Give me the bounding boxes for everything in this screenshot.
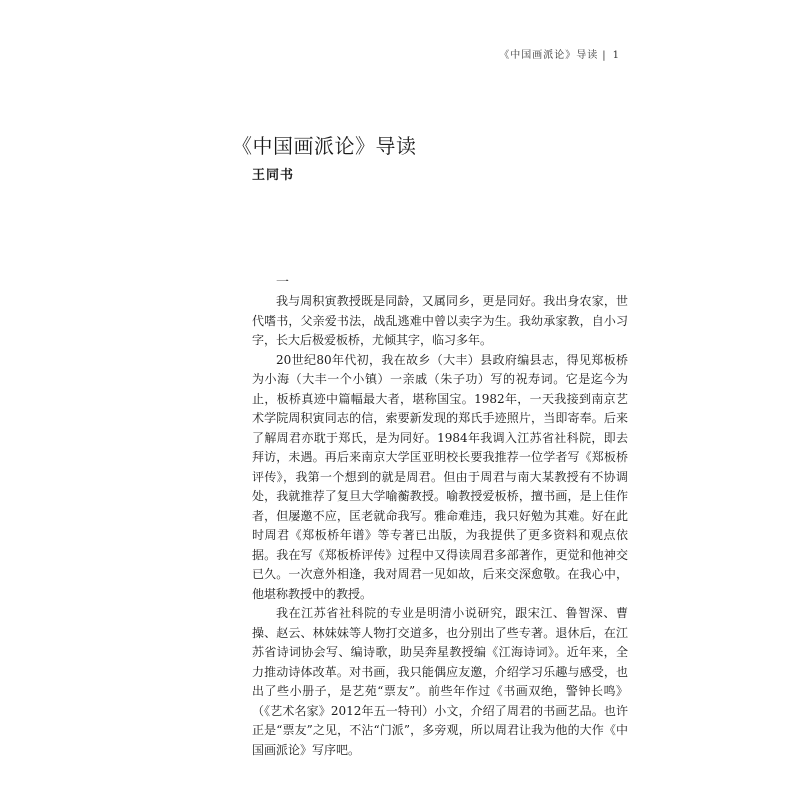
- paragraph-1: 我与周积寅教授既是同龄，又属同乡，更是同好。我出身农家，世代嗜书，父亲爱书法，战乱逃难中曾以卖字为生。我幼承家教，自小习字，长大后极爱板桥，尤倾其字，临习多年。: [252, 294, 628, 347]
- running-header-separator: |: [602, 50, 607, 61]
- chapter-title: 《中国画派论》导读: [232, 134, 417, 158]
- author-name: 王同书: [252, 168, 295, 183]
- paragraph-3: 我在江苏省社科院的专业是明清小说研究，跟宋江、鲁智深、曹操、赵云、林妹妹等人物打交道多，也分别出了些专著。退休后，在江苏省诗词协会写、编诗歌，助吴奔星教授编《江海诗词》。近年来，全力推动诗体改革。对书画，我只能偶应友邀，介绍学习乐趣与感受，也出了些小册子，是艺苑“票友”。前些年作过《书画双绝，警钟长鸣》（《艺术名家》2012年五一特刊）小文，介绍了周君的书画艺品。也许正是“票友”之见，不沾“门派”，多旁观，所以周君让我为他的大作《中国画派论》写序吧。: [252, 606, 628, 757]
- running-header-title: 《中国画派论》导读: [499, 50, 599, 61]
- body-text: [252, 292, 628, 760]
- section-number: 一: [276, 275, 290, 290]
- paragraph-2: 20世纪80年代初，我在故乡（大丰）县政府编县志，得见郑板桥为小海（大丰一个小镇）一亲戚（朱子功）写的祝寿词。它是迄今为止，板桥真迹中篇幅最大者，堪称国宝。1982年，一天我接到南京艺术学院周积寅同志的信，索要新发现的郑氏手迹照片，当即寄奉。后来了解周君亦耽于郑氏，是为同好。1984年我调入江苏省社科院，即去拜访，未遇。再后来南京大学匡亚明校长要我推荐一位学者写《郑板桥评传》，我第一个想到的就是周君。但由于周君与南大某教授有不协调处，我就推荐了复旦大学喻蘅教授。喻教授爱板桥，擅书画，是上佳作者，但屡邀不应，匡老就命我写。雅命难违，我只好勉为其难。好在此时周君《郑板桥年谱》等专著已出版，为我提供了更多资料和观点依据。我在写《郑板桥评传》过程中又得读周君多部著作，更觉和他神交已久。一次意外相逢，我对周君一见如故，后来交深愈敬。在我心中，他堪称教授中的教授。: [252, 352, 628, 601]
- running-header: [499, 46, 620, 61]
- page-number: 1: [612, 50, 620, 61]
